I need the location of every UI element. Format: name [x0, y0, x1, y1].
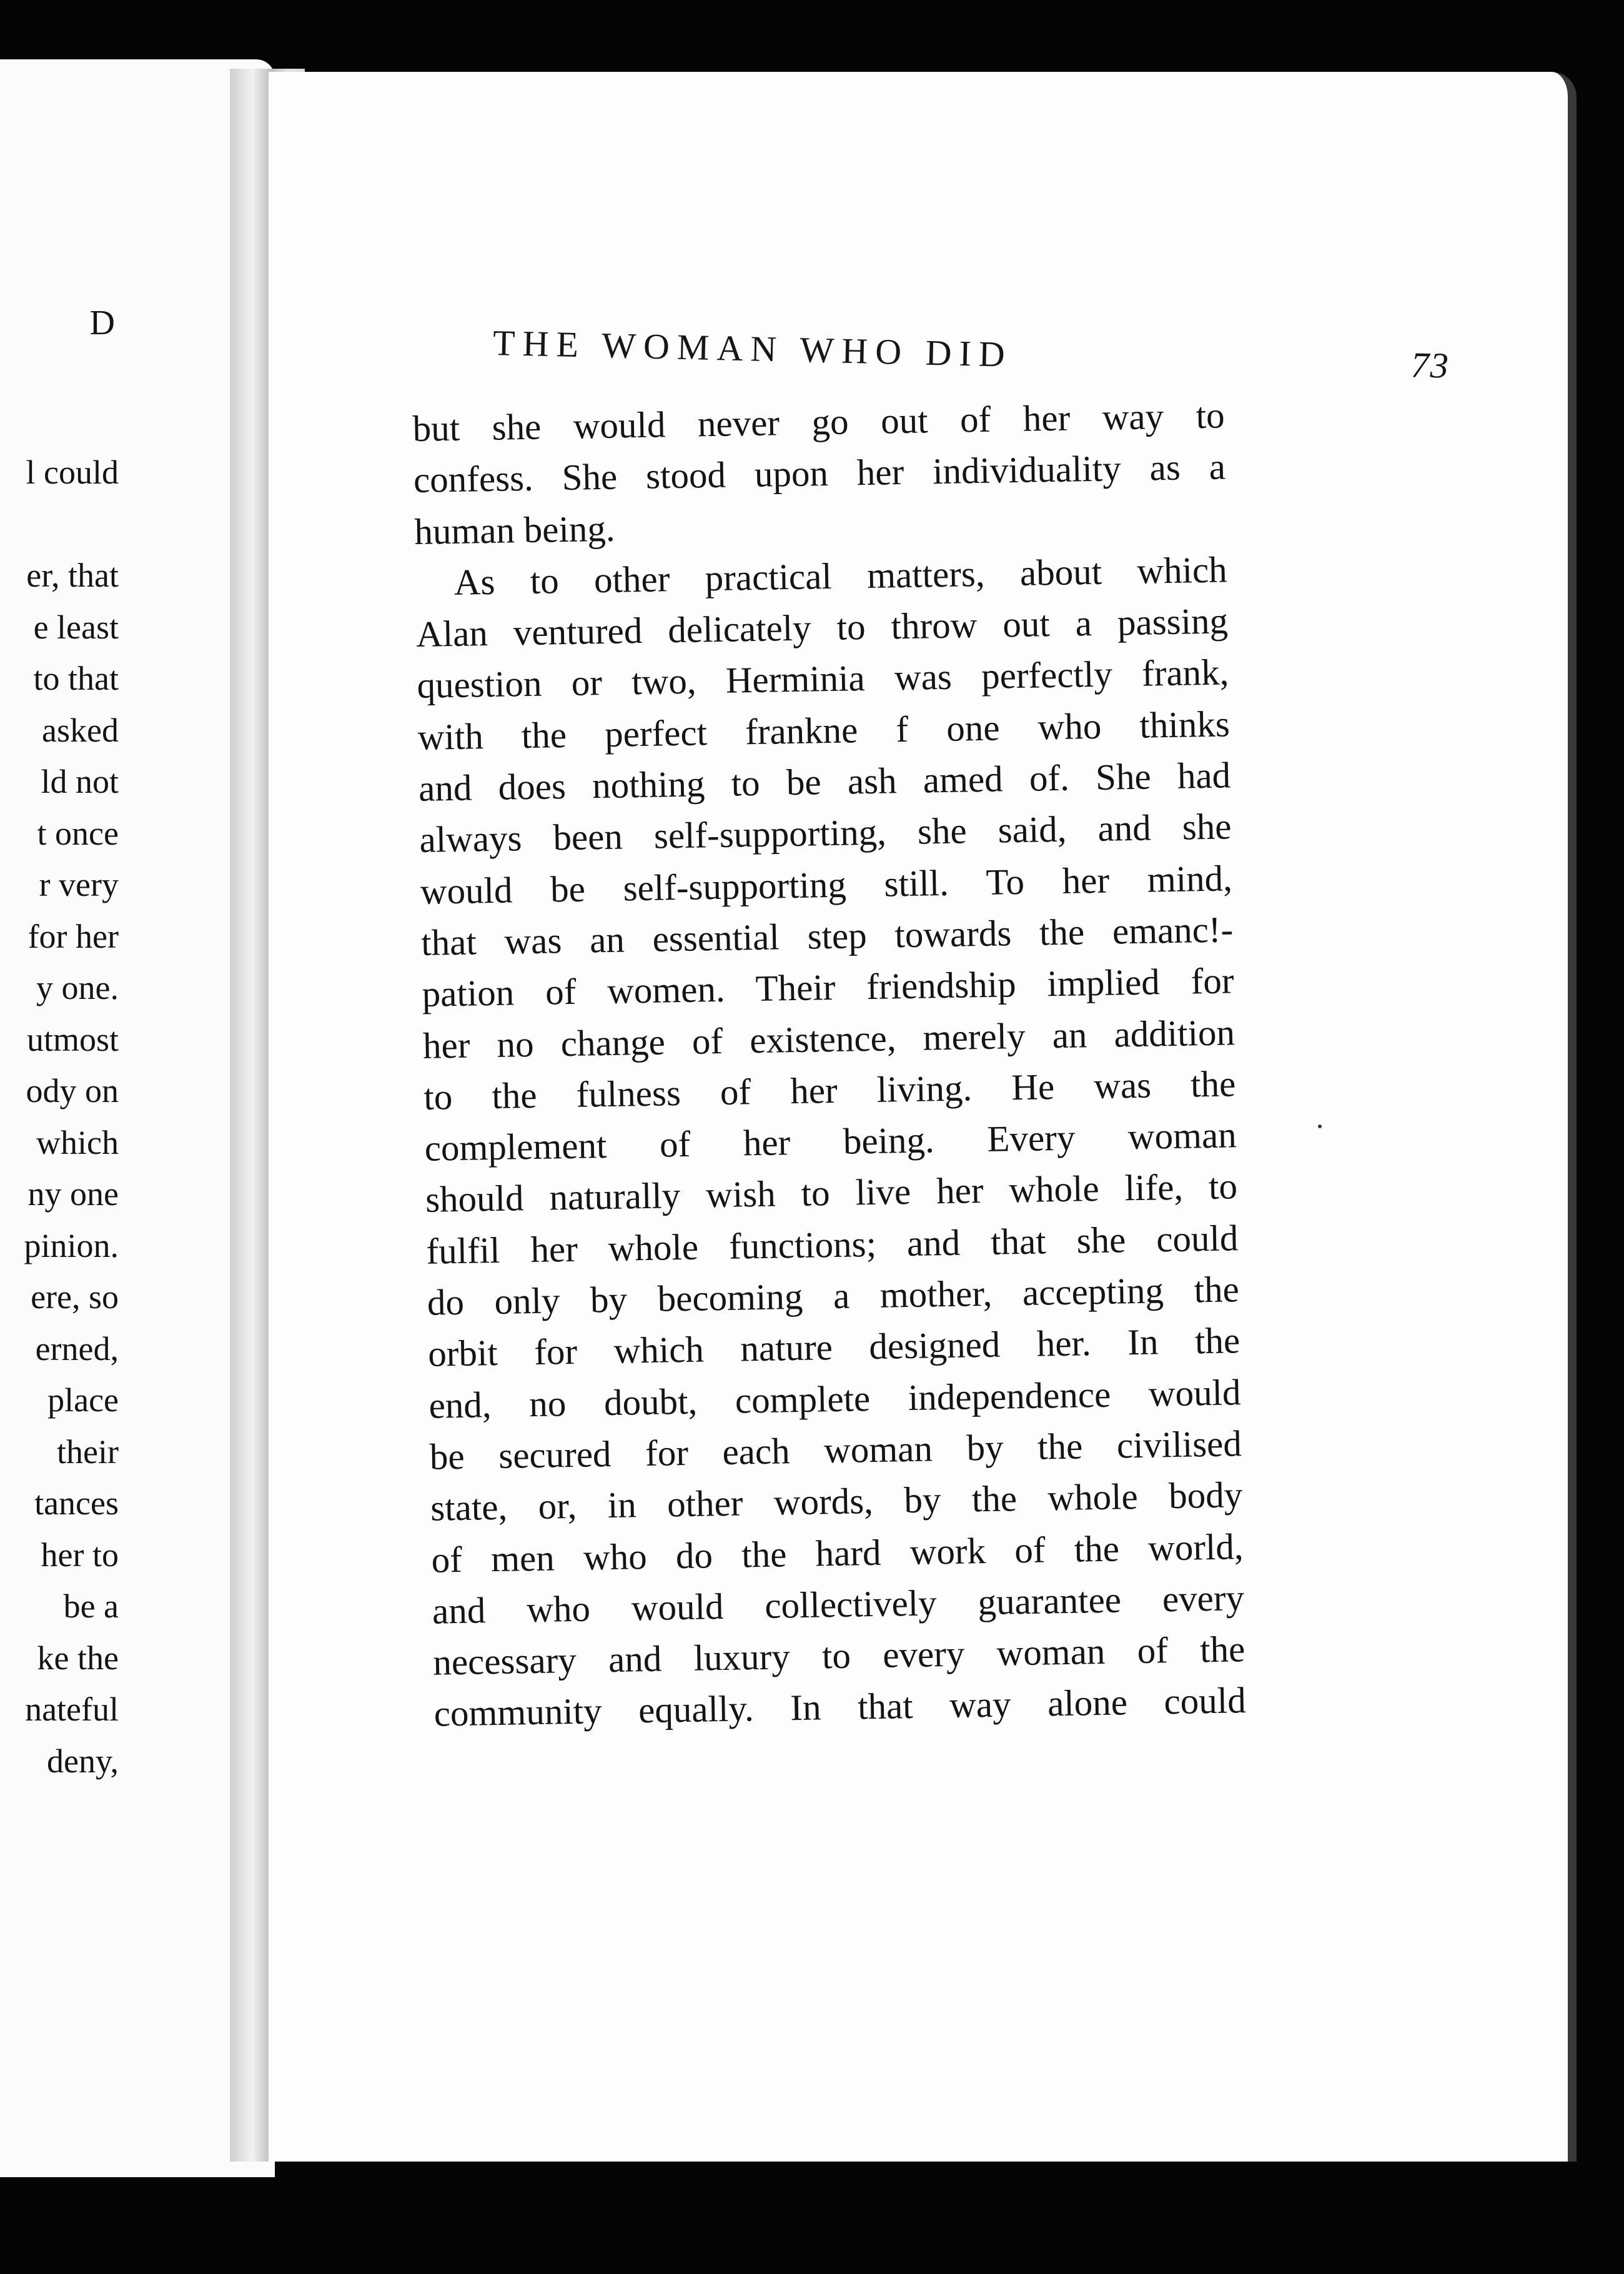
text-line: would be self-supporting still. To her mind,	[420, 857, 1233, 912]
page-body-text	[412, 389, 1246, 1739]
text-line: e least	[33, 608, 119, 646]
text-line: tances	[34, 1484, 119, 1522]
current-page	[269, 72, 1577, 2162]
text-line: with the perfect frankne f one who thinks	[417, 703, 1230, 758]
text-line: nateful	[25, 1691, 119, 1728]
text-line: As to other practical matters, about which	[453, 549, 1228, 603]
text-line: erned,	[35, 1329, 119, 1368]
text-line: necessary and luxury to every woman of the	[432, 1628, 1245, 1683]
ink-speck	[1318, 1125, 1322, 1128]
text-line: her to	[41, 1536, 119, 1574]
text-line: do only by becoming a mother, accepting the	[427, 1268, 1240, 1323]
previous-page-running-head: D	[89, 304, 120, 342]
text-line: t once	[37, 814, 119, 852]
text-line: always been self-supporting, she said, and she	[419, 805, 1232, 861]
text-line: confess. She stood upon her individuality as a	[413, 445, 1226, 501]
text-line: ere, so	[31, 1278, 119, 1316]
text-line: of men who do the hard work of the world,	[431, 1525, 1244, 1581]
text-line: human being.	[413, 507, 616, 552]
previous-page-text	[0, 447, 119, 1787]
text-line: state, or, in other words, by the whole body	[430, 1474, 1243, 1529]
text-line: deny,	[47, 1742, 119, 1780]
text-line: complement of her being. Every woman	[424, 1114, 1237, 1169]
text-line: ody on	[26, 1072, 119, 1110]
text-line: er, that	[26, 557, 119, 594]
text-line: pinion.	[24, 1226, 119, 1264]
text-line: and does nothing to be ash amed of. She had	[418, 754, 1231, 809]
text-line: be secured for each woman by the civilised	[429, 1422, 1242, 1477]
text-line: which	[36, 1123, 119, 1161]
text-line: community equally. In that way alone could	[433, 1679, 1247, 1735]
book-title: THE WOMAN WHO DID	[492, 322, 1013, 375]
text-line: but she would never go out of her way to	[412, 394, 1225, 449]
text-line: ke the	[37, 1639, 119, 1677]
text-line: r very	[39, 866, 119, 903]
text-line: end, no doubt, complete independence would	[428, 1371, 1241, 1426]
text-line	[0, 499, 119, 550]
text-line: question or two, Herminia was perfectly frank,	[416, 651, 1229, 707]
text-line: ny one	[27, 1175, 119, 1213]
text-line: y one.	[36, 969, 119, 1006]
text-line: their	[57, 1432, 119, 1471]
text-line: l could	[26, 454, 119, 491]
text-line: place	[47, 1381, 119, 1419]
text-line: her no change of existence, merely an addition	[422, 1011, 1235, 1066]
text-line: Alan ventured delicately to throw out a passing	[415, 600, 1229, 655]
text-line: to that	[33, 660, 119, 697]
text-line: for her	[27, 917, 119, 955]
page-number: 73	[1410, 344, 1450, 386]
text-line: fulfil her whole functions; and that she could	[425, 1217, 1239, 1272]
text-line: that was an essential step towards the emanc!-	[420, 908, 1234, 963]
text-line: ld not	[41, 763, 119, 800]
text-line: pation of women. Their friendship implied for	[422, 960, 1235, 1015]
text-line: to the fulness of her living. He was the	[423, 1063, 1236, 1118]
text-line: asked	[42, 711, 119, 749]
text-line: should naturally wish to live her whole life, to	[425, 1165, 1238, 1221]
text-line: be a	[63, 1587, 119, 1625]
running-head	[492, 322, 1492, 386]
text-line: utmost	[26, 1020, 119, 1058]
text-line: and who would collectively guarantee every	[432, 1577, 1245, 1632]
text-line: orbit for which nature designed her. In the	[427, 1319, 1240, 1375]
